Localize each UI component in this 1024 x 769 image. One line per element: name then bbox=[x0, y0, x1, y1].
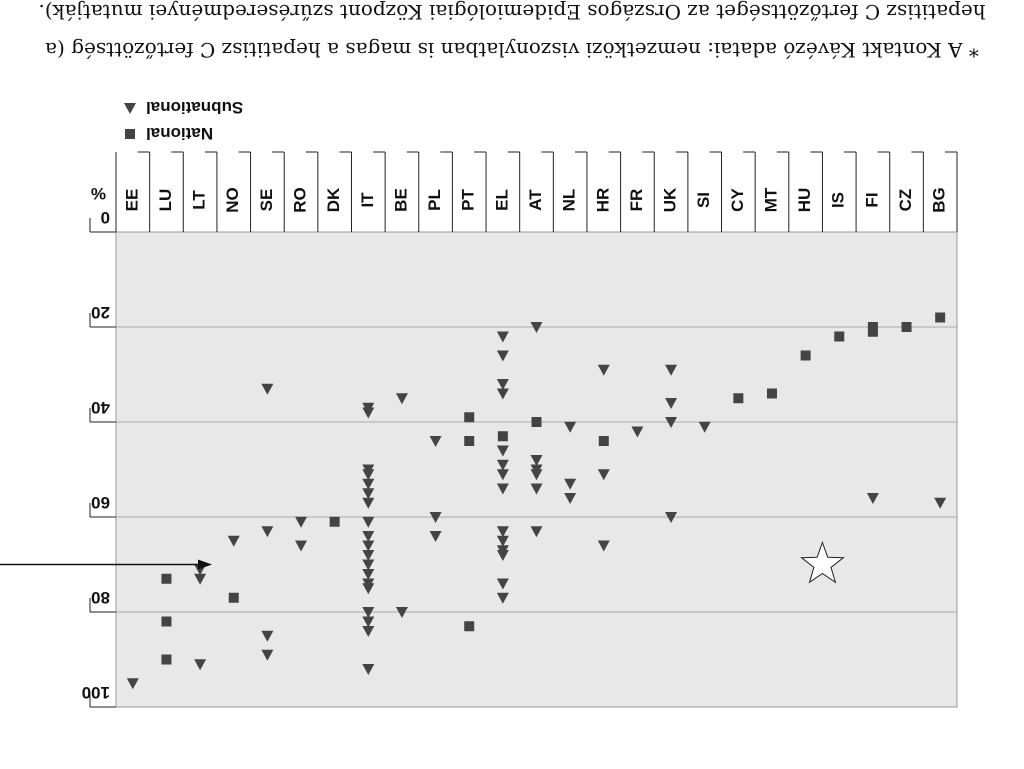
category-label: RO bbox=[290, 187, 310, 213]
category-label: NO bbox=[223, 187, 243, 213]
category-label: DK bbox=[324, 187, 344, 213]
y-tick-label: 80 bbox=[91, 588, 110, 607]
category-label: FR bbox=[626, 188, 646, 212]
y-tick-label: 60 bbox=[91, 493, 110, 512]
category-label: SE bbox=[256, 188, 276, 212]
category-label: NL bbox=[559, 188, 579, 212]
national-point bbox=[868, 327, 878, 337]
national-point bbox=[532, 417, 542, 427]
category-label: CZ bbox=[896, 188, 916, 212]
category-label: LT bbox=[189, 190, 209, 210]
national-point bbox=[733, 393, 743, 403]
national-point bbox=[464, 436, 474, 446]
legend bbox=[124, 98, 243, 143]
chart-rotated-group bbox=[0, 98, 957, 707]
category-label: IS bbox=[828, 191, 848, 209]
category-axis bbox=[116, 152, 957, 232]
category-label: HR bbox=[593, 187, 613, 213]
y-tick-label: 40 bbox=[91, 398, 110, 417]
y-axis bbox=[82, 184, 116, 707]
national-point bbox=[464, 412, 474, 422]
category-label: FI bbox=[862, 192, 882, 208]
national-point bbox=[902, 322, 912, 332]
national-point bbox=[161, 655, 171, 665]
national-point bbox=[330, 517, 340, 527]
category-label: CY bbox=[727, 188, 747, 212]
category-label: SI bbox=[694, 191, 714, 209]
national-point bbox=[498, 431, 508, 441]
category-label: BE bbox=[391, 188, 411, 212]
national-point bbox=[161, 574, 171, 584]
national-point bbox=[935, 313, 945, 323]
legend-label-subnational: Subnational bbox=[146, 98, 244, 117]
national-point bbox=[229, 593, 239, 603]
national-point bbox=[464, 621, 474, 631]
national-point bbox=[599, 436, 609, 446]
category-label: MT bbox=[761, 187, 781, 213]
y-tick-label: 0 bbox=[100, 208, 110, 227]
category-label: LU bbox=[155, 188, 175, 212]
national-point bbox=[161, 617, 171, 627]
category-label: BG bbox=[929, 187, 949, 213]
national-point bbox=[801, 351, 811, 361]
category-label: UK bbox=[660, 187, 680, 213]
y-axis-label: % bbox=[90, 184, 106, 203]
category-label: HU bbox=[795, 187, 815, 213]
category-label: PT bbox=[458, 189, 478, 211]
category-label: PL bbox=[425, 189, 445, 211]
category-label: IT bbox=[357, 192, 377, 208]
y-tick-label: 100 bbox=[81, 683, 110, 702]
national-point bbox=[767, 389, 777, 399]
footnote-line-1: * A Kontakt Kávézó adatai: nemzetközi viszonylatban is magas a hepatitisz C fertőzöttség (a bbox=[45, 38, 979, 62]
category-label: EL bbox=[492, 189, 512, 211]
y-tick-label: 20 bbox=[91, 303, 110, 322]
legend-triangle-marker bbox=[124, 103, 136, 114]
legend-label-national: National bbox=[146, 124, 214, 143]
footnote-line-2: hepatitisz C fertőzöttséget az Országos Epidemiológiai Központ szűréseredményei mutatják). bbox=[38, 0, 986, 24]
legend-square-marker bbox=[125, 129, 135, 139]
national-point bbox=[834, 332, 844, 342]
category-label: AT bbox=[525, 189, 545, 211]
category-label: EE bbox=[122, 188, 142, 212]
